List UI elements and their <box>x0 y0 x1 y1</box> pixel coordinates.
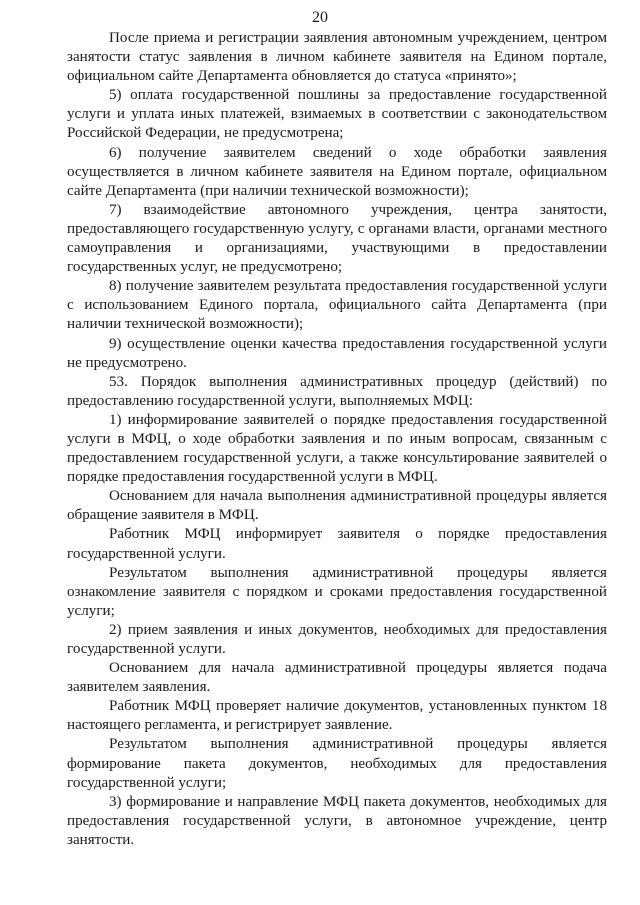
paragraph-mfc-item-1: 1) информирование заявителей о порядке предоставления государственной услуги в МФЦ, о ходе обработки заявления и по иным вопросам, связанным с предоставлением государственной услуги, а также консультирование заявителей о порядке предоставления государственной услуги в МФЦ. <box>67 411 607 486</box>
paragraph-result-2: Результатом выполнения административной процедуры является формирование пакета документов, необходимых для предоставления государственной услуги; <box>67 736 607 791</box>
paragraph-item-8-result: 8) получение заявителем результата предоставления государственной услуги с использованием Единого портала, официального сайта Департамента (при наличии технической возможности); <box>67 278 607 333</box>
paragraph-section-53: 53. Порядок выполнения административных процедур (действий) по предоставлению государственной услуги, выполняемых МФЦ: <box>67 373 607 409</box>
paragraph-basis-1: Основанием для начала выполнения административной процедуры является обращение заявителя в МФЦ. <box>67 488 607 524</box>
document-body <box>67 29 607 850</box>
page-number: 20 <box>312 9 328 26</box>
paragraph-item-6-progress: 6) получение заявителем сведений о ходе обработки заявления осуществляется в личном кабинете заявителя на Едином портале, официальном сайте Департамента (при наличии технической возможности); <box>67 144 607 199</box>
paragraph-basis-2: Основанием для начала административной процедуры является подача заявителем заявления. <box>67 660 607 696</box>
paragraph-mfc-item-2: 2) прием заявления и иных документов, необходимых для предоставления государственной услуги. <box>67 621 607 657</box>
paragraph-result-1: Результатом выполнения административной процедуры является ознакомление заявителя с порядком и сроками предоставления государственной услуги; <box>67 564 607 619</box>
paragraph-worker-checks: Работник МФЦ проверяет наличие документов, установленных пунктом 18 настоящего регламента, и регистрирует заявление. <box>67 698 607 734</box>
paragraph-item-9-quality: 9) осуществление оценки качества предоставления государственной услуги не предусмотрено. <box>67 335 607 371</box>
paragraph-worker-informs: Работник МФЦ информирует заявителя о порядке предоставления государственной услуги. <box>67 526 607 562</box>
paragraph-item-7-interaction: 7) взаимодействие автономного учреждения, центра занятости, предоставляющего государственную услугу, с органами власти, органами местного самоуправления и организациями, участвующими в предоставлении государственных услуг, не предусмотрено; <box>67 201 607 276</box>
paragraph-item-5-fee: 5) оплата государственной пошлины за предоставление государственной услуги и уплата иных платежей, взимаемых в соответствии с законодательством Российской Федерации, не предусмотрена; <box>67 87 607 142</box>
paragraph-mfc-item-3: 3) формирование и направление МФЦ пакета документов, необходимых для предоставления государственной услуги, в автономное учреждение, центр занятости. <box>67 793 607 848</box>
paragraph-status-update: После приема и регистрации заявления автономным учреждением, центром занятости статус заявления в личном кабинете заявителя на Едином портале, официальном сайте Департамента обновляется до статуса «принято»; <box>67 30 607 85</box>
